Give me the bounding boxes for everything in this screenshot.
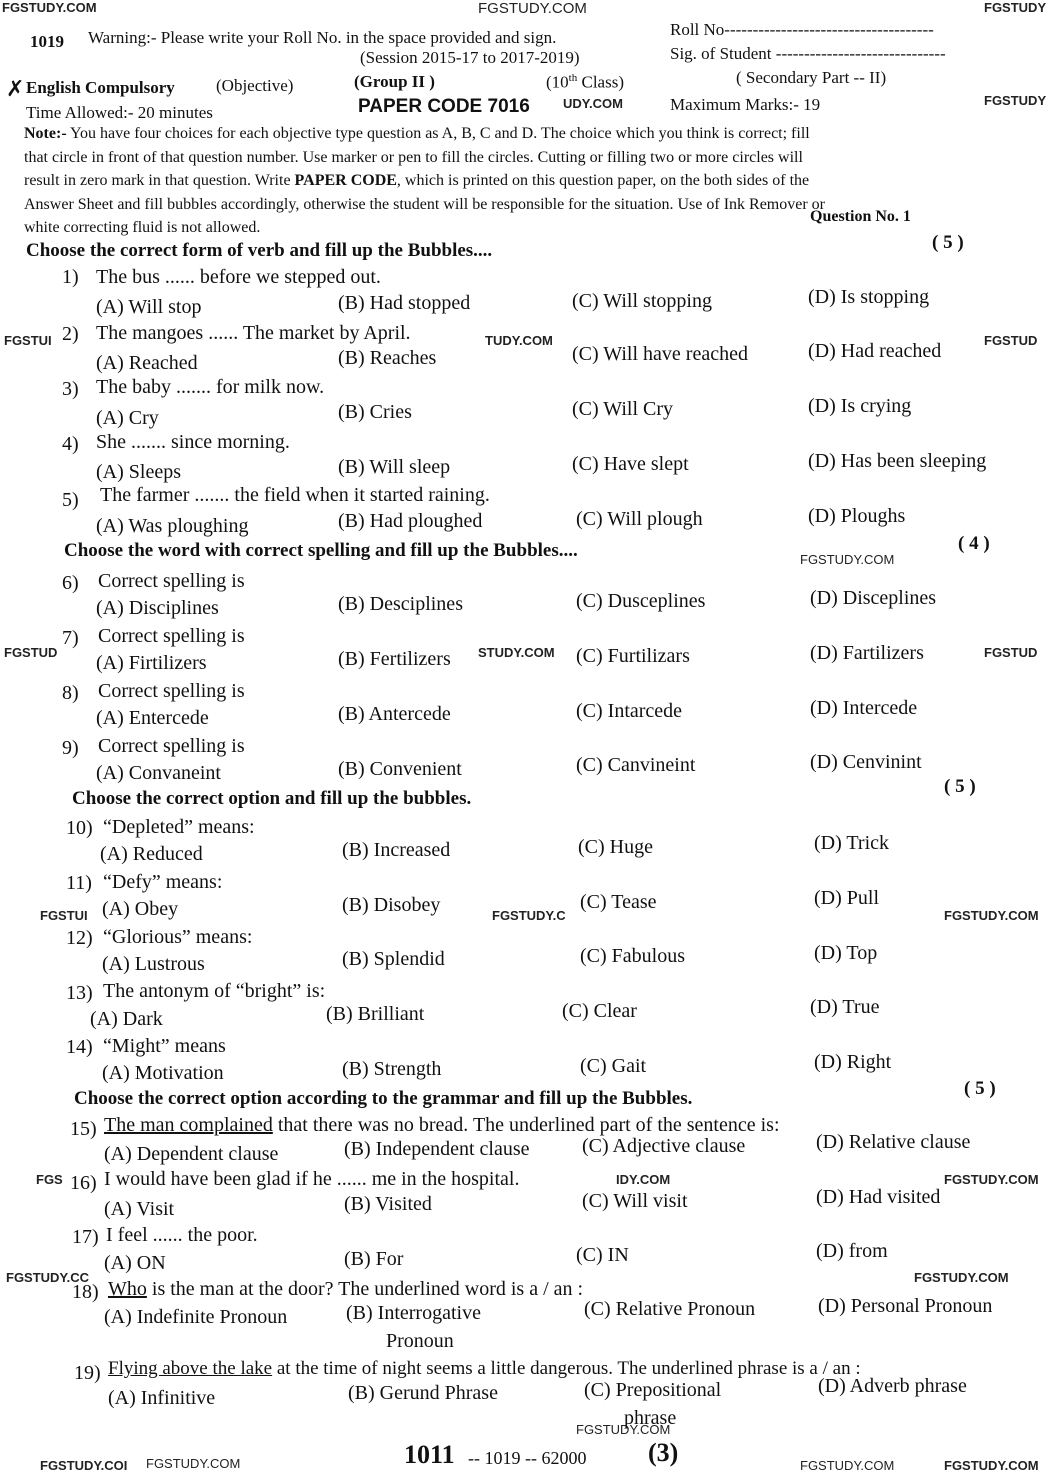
section-title: Choose the correct form of verb and fill up the Bubbles.... (26, 240, 493, 261)
watermark: FGSTUDY.CC (6, 1270, 90, 1285)
option-a: (A) Disciplines (96, 597, 219, 619)
watermark: FGSTUD (984, 645, 1038, 660)
question-text: Correct spelling is (98, 680, 245, 702)
option-c: (C) Furtilizars (576, 645, 690, 667)
option-a: (A) Dark (90, 1008, 163, 1030)
option-c: (C) Will visit (582, 1190, 688, 1212)
secondary-label: ( Secondary Part -- II) (736, 68, 887, 87)
watermark: FGSTUDY (984, 0, 1046, 15)
watermark: FGSTUDY.COM (914, 1270, 1009, 1285)
section-marks: ( 5 ) (932, 232, 964, 253)
question-number: 5) (62, 489, 79, 511)
group-label: (Group II ) (354, 72, 435, 91)
watermark: FGSTUI (4, 333, 52, 348)
question-number: 4) (62, 433, 79, 455)
question-number: 9) (62, 737, 79, 759)
question-number: 15) (70, 1118, 97, 1140)
question-text: Flying above the lake at the time of night seems a little dangerous. The underlined phrase is a / an : (108, 1358, 861, 1379)
option-b-cont: Pronoun (386, 1330, 454, 1352)
time-allowed: Time Allowed:- 20 minutes (26, 103, 213, 122)
option-a: (A) Infinitive (108, 1387, 216, 1409)
option-b: (B) Interrogative (346, 1302, 481, 1324)
question-number: 14) (66, 1036, 93, 1058)
roll-no-field: Roll No------------------------------------- (670, 20, 934, 39)
question-text: Correct spelling is (98, 625, 245, 647)
option-b: (B) Disobey (342, 894, 441, 916)
option-d: (D) Pull (814, 887, 879, 909)
option-a: (A) Visit (104, 1198, 175, 1220)
section-title: Choose the correct option according to the grammar and fill up the Bubbles. (74, 1088, 693, 1109)
option-d: (D) Intercede (810, 697, 918, 719)
watermark: FGSTUI (40, 908, 88, 923)
watermark: FGSTUDY.C (492, 908, 566, 923)
watermark: FGSTUDY.COM (478, 0, 587, 17)
option-d: (D) Has been sleeping (808, 450, 987, 472)
option-a: (A) Cry (96, 407, 159, 429)
option-b: (B) Fertilizers (338, 648, 451, 670)
option-b: (B) Independent clause (344, 1138, 530, 1160)
option-b: (B) Antercede (338, 703, 451, 725)
option-d: (D) Relative clause (816, 1131, 971, 1153)
option-d: (D) Personal Pronoun (818, 1295, 993, 1317)
watermark: FGSTUDY.COM (576, 1422, 671, 1437)
option-b: (B) Had ploughed (338, 510, 483, 532)
option-c: (C) Tease (580, 891, 657, 913)
option-b: (B) Brilliant (326, 1003, 425, 1025)
option-a: (A) Reached (96, 352, 198, 374)
option-a: (A) Motivation (102, 1062, 224, 1084)
option-d: (D) Is crying (808, 395, 912, 417)
session-text: (Session 2015-17 to 2017-2019) (360, 48, 580, 67)
question-number: 19) (74, 1362, 101, 1384)
class-label: (10th Class) (546, 72, 624, 92)
option-a: (A) Sleeps (96, 461, 181, 483)
option-a: (A) Entercede (96, 707, 209, 729)
option-d: (D) Ploughs (808, 505, 906, 527)
question-number: 2) (62, 323, 79, 345)
option-a: (A) Obey (102, 898, 179, 920)
warning-text: Warning:- Please write your Roll No. in the space provided and sign. (88, 28, 557, 47)
option-b: (B) Had stopped (338, 292, 471, 314)
option-c: (C) Canvineint (576, 754, 696, 776)
option-c: (C) Huge (578, 836, 653, 858)
question-text: I feel ...... the poor. (106, 1224, 258, 1246)
option-c: (C) Intarcede (576, 700, 683, 722)
question-number: 6) (62, 572, 79, 594)
option-c: (C) Will Cry (572, 398, 674, 420)
exam-code: 1019 (30, 32, 64, 51)
option-a: (A) Was ploughing (96, 515, 249, 537)
section-marks: ( 5 ) (964, 1078, 996, 1099)
watermark: UDY.COM (563, 96, 623, 111)
option-a: (A) Firtilizers (96, 652, 207, 674)
watermark: FGSTUDY (984, 93, 1046, 108)
question-text: Correct spelling is (98, 735, 245, 757)
question-number: 11) (66, 872, 92, 894)
section-title: Choose the correct option and fill up the bubbles. (72, 788, 472, 809)
option-a: (A) ON (104, 1252, 166, 1274)
question-number: 18) (72, 1281, 99, 1303)
option-d: (D) Right (814, 1051, 892, 1073)
option-d: (D) Fartilizers (810, 642, 924, 664)
objective-label: (Objective) (216, 76, 294, 95)
question-number: 8) (62, 682, 79, 704)
option-c: (C) Will plough (576, 508, 703, 530)
option-b: (B) Gerund Phrase (348, 1382, 498, 1404)
watermark: FGSTUDY.COM (944, 1458, 1039, 1473)
option-b: (B) Reaches (338, 347, 437, 369)
paper-code: PAPER CODE 7016 (358, 96, 530, 117)
question-text: She ....... since morning. (96, 431, 290, 453)
option-b: (B) Will sleep (338, 456, 451, 478)
watermark: FGSTUDY.COM (944, 908, 1039, 923)
footer-code: 1011 (404, 1440, 455, 1469)
question-text: Correct spelling is (98, 570, 245, 592)
option-d: (D) from (816, 1240, 888, 1262)
option-a: (A) Lustrous (102, 953, 205, 975)
option-c: (C) Dusceplines (576, 590, 706, 612)
option-a: (A) Convaneint (96, 762, 221, 784)
question-text: The bus ...... before we stepped out. (96, 266, 381, 288)
footer-mid: -- 1019 -- 62000 (468, 1448, 587, 1468)
question-text: The antonym of “bright” is: (103, 980, 326, 1002)
option-a: (A) Dependent clause (104, 1143, 279, 1165)
option-c: (C) Fabulous (580, 945, 685, 967)
option-b: (B) Convenient (338, 758, 462, 780)
question-number: 7) (62, 627, 79, 649)
option-d: (D) Had visited (816, 1186, 941, 1208)
option-c: (C) Prepositional (584, 1379, 722, 1401)
option-b: (B) Desciplines (338, 593, 463, 615)
option-b: (B) Splendid (342, 948, 445, 970)
option-b: (B) Cries (338, 401, 412, 423)
option-a: (A) Reduced (100, 843, 203, 865)
option-a: (A) Indefinite Pronoun (104, 1306, 288, 1328)
section-marks: ( 5 ) (944, 776, 976, 797)
watermark: FGSTUD (984, 333, 1038, 348)
watermark: FGSTUDY.COM (146, 1456, 241, 1471)
option-c: (C) Will have reached (572, 343, 748, 365)
option-c: (C) Relative Pronoun (584, 1298, 756, 1320)
option-b: (B) Visited (344, 1193, 432, 1215)
option-d: (D) Trick (814, 832, 890, 854)
option-d: (D) True (810, 996, 880, 1018)
option-c: (C) Have slept (572, 453, 689, 475)
option-b: (B) Strength (342, 1058, 442, 1080)
question-number: 16) (70, 1172, 97, 1194)
option-d: (D) Cenvinint (810, 751, 922, 773)
option-c: (C) IN (576, 1244, 629, 1266)
watermark: FGSTUD (4, 645, 58, 660)
question-number: 13) (66, 982, 93, 1004)
question-text: The baby ....... for milk now. (96, 376, 325, 398)
note-paragraph: Note:- You have four choices for each objective type question as A, B, C and D. The choice which you think is correct; fill that circle in front of that question number. Use marker or pen to fill the circles. Cutting or filling two or more circles will result in zero mark in that question. Write PAPER CODE, which is printed on this question paper, on the both sides of the Answer Sheet and fill bubbles accordingly, otherwise the student will be responsible for the situation. Use of Ink Remover or white correcting fluid is not allowed. (24, 125, 825, 236)
watermark: FGSTUDY.COM (2, 0, 97, 15)
question-number: Question No. 1 (810, 208, 911, 225)
option-d: (D) Disceplines (810, 587, 937, 609)
option-d: (D) Had reached (808, 340, 942, 362)
section-marks: ( 4 ) (958, 533, 990, 554)
watermark: FGSTUDY.COM (800, 1458, 895, 1473)
option-d: (D) Is stopping (808, 286, 930, 308)
question-text: “Depleted” means: (103, 816, 255, 838)
option-d: (D) Adverb phrase (818, 1375, 967, 1397)
option-d: (D) Top (814, 942, 878, 964)
watermark: FGS (36, 1172, 63, 1187)
question-text: The man complained that there was no bread. The underlined part of the sentence is: (104, 1114, 780, 1136)
question-number: 10) (66, 817, 93, 839)
watermark: FGSTUDY.COM (800, 552, 895, 567)
option-c: (C) Will stopping (572, 290, 712, 312)
option-b: (B) Increased (342, 839, 451, 861)
section-title: Choose the word with correct spelling and fill up the Bubbles.... (64, 540, 578, 561)
option-c: (C) Adjective clause (582, 1135, 746, 1157)
mark-icon: ✗ (6, 76, 25, 101)
option-c: (C) Clear (562, 1000, 637, 1022)
max-marks: Maximum Marks:- 19 (670, 95, 821, 114)
option-c-cont: phrase (624, 1407, 677, 1429)
watermark: STUDY.COM (478, 645, 555, 660)
watermark: IDY.COM (616, 1172, 671, 1187)
subject-title: English Compulsory (26, 78, 175, 97)
footer-page: (3) (648, 1438, 679, 1467)
option-c: (C) Gait (580, 1055, 647, 1077)
question-text: The mangoes ...... The market by April. (96, 322, 411, 344)
option-b: (B) For (344, 1248, 404, 1270)
question-text: “Glorious” means: (103, 926, 253, 948)
option-a: (A) Will stop (96, 296, 202, 318)
question-number: 17) (72, 1226, 99, 1248)
question-text: “Defy” means: (103, 871, 223, 893)
question-number: 3) (62, 378, 79, 400)
question-text: The farmer ....... the field when it started raining. (100, 484, 490, 506)
question-number: 1) (62, 266, 79, 288)
question-text: Who is the man at the door? The underlined word is a / an : (108, 1278, 584, 1300)
watermark: FGSTUDY.COI (40, 1458, 128, 1473)
signature-field: Sig. of Student ------------------------------ (670, 44, 946, 63)
watermark: FGSTUDY.COM (944, 1172, 1039, 1187)
question-text: I would have been glad if he ...... me in the hospital. (104, 1168, 520, 1190)
question-text: “Might” means (103, 1035, 226, 1057)
watermark: TUDY.COM (485, 333, 553, 348)
question-number: 12) (66, 927, 93, 949)
